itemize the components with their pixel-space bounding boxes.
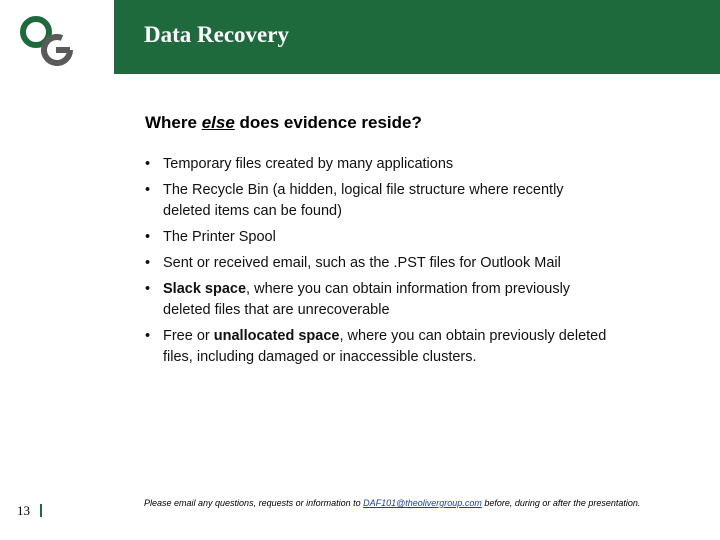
bullet-item: • The Recycle Bin (a hidden, logical file structure where recently deleted items can be found)	[145, 182, 564, 219]
bullet-item: • Free or unallocated space, where you can obtain previously deleted files, including damaged or inaccessible clusters.	[145, 328, 607, 365]
bullet-item: • The Printer Spool	[145, 229, 276, 245]
slide-title: Data Recovery	[144, 22, 289, 47]
heading-emphasis: else	[201, 113, 235, 132]
bullet-item: • Slack space, where you can obtain information from previously deleted files that are unrecoverable	[145, 281, 571, 318]
bullet-item: • Sent or received email, such as the .PST files for Outlook Mail	[145, 255, 561, 271]
logo	[0, 0, 114, 74]
email-link[interactable]: DAF101@theolivergroup.com	[363, 498, 482, 508]
bullet-list	[145, 154, 615, 373]
header-bar	[114, 0, 720, 74]
page-divider	[40, 504, 42, 517]
bullet-item: • Temporary files created by many applications	[145, 156, 454, 172]
og-logo-icon	[18, 14, 74, 66]
page-number: 13	[17, 503, 30, 518]
section-heading: Where else does evidence reside?	[145, 113, 422, 132]
footer-note: Please email any questions, requests or information to DAF101@theolivergroup.com before, during or after the presentation.	[144, 498, 641, 508]
